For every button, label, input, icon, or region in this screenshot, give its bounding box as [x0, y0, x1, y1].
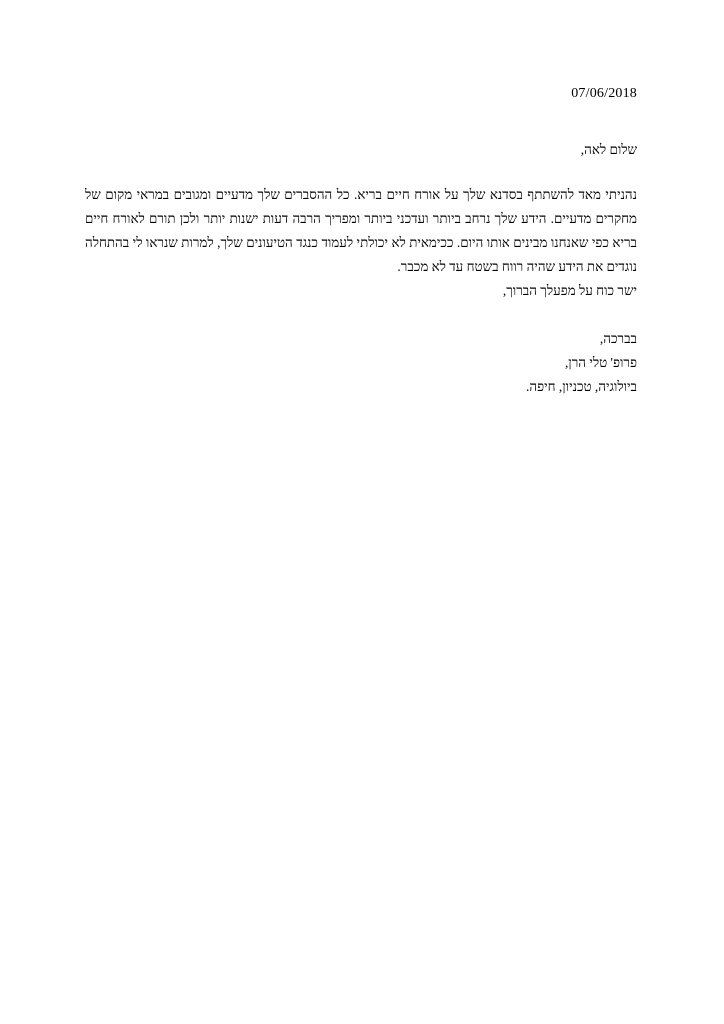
paragraph-line: נוגדים את הידע שהיה רווח בשטח עד לא מכבר. — [397, 259, 637, 274]
paragraph-line: נהניתי מאד להשתתף בסדנא שלך על אורח חיים בריא. כל ההסברים שלך מדעיים ומגובים במראי מקום של — [85, 187, 637, 202]
signature-affiliation: ביולוגיה, טכניון, חיפה. — [526, 379, 637, 394]
signature-block — [85, 327, 637, 399]
letter-closing-line: ישר כוח על מפעלך הברוך, — [502, 283, 637, 298]
letter-greeting: שלום לאה, — [580, 142, 637, 157]
letter-date: 07/06/2018 — [571, 86, 637, 101]
signature-name: פרופ' טלי הרן, — [564, 355, 637, 370]
signature-regards: בברכה, — [599, 331, 637, 346]
letter-body-container — [85, 138, 637, 399]
paragraph-line: בריא כפי שאנחנו מבינים אותו היום. ככימאית לא יכולתי לעמוד כנגד הטיעונים שלך, למרות שנראו לי בהתחלה — [85, 235, 637, 250]
paragraph-line: מחקרים מדעיים. הידע שלך נרחב ביותר ועדכני ביותר ומפריך הרבה דעות ישנות יותר ולכן תורם לאורח חיים — [85, 211, 637, 226]
letter-paragraph — [85, 183, 637, 279]
